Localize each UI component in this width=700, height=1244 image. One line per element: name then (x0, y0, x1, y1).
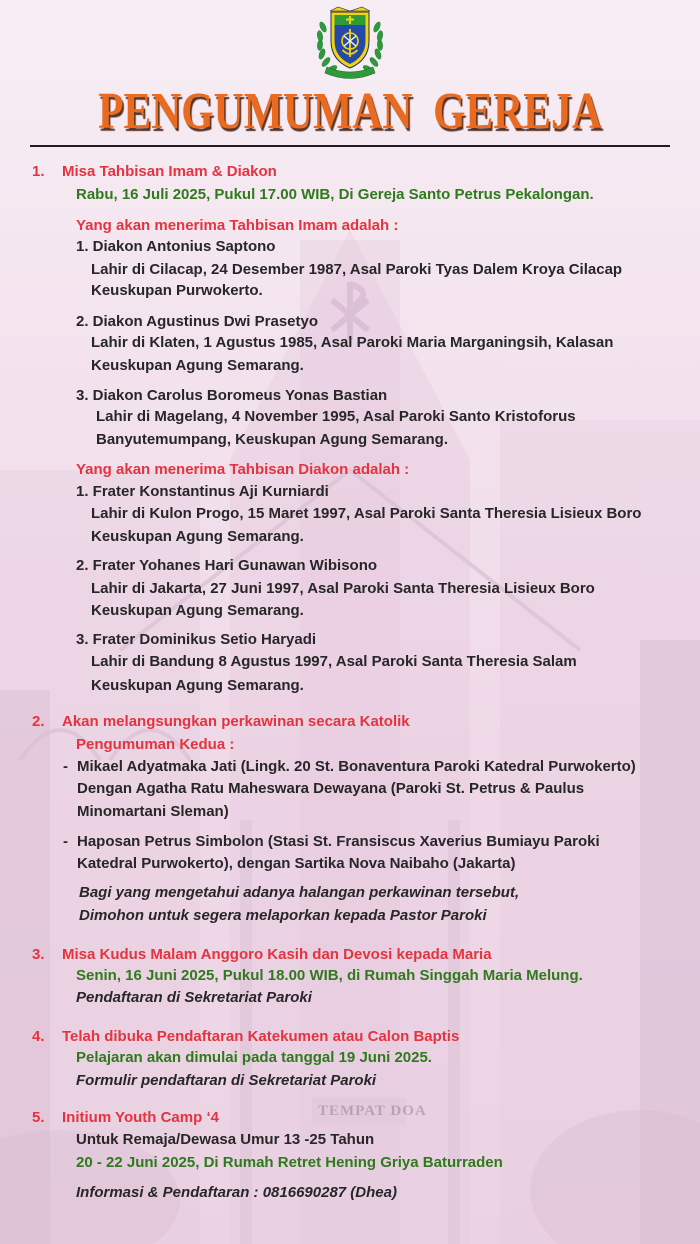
section-number: 1. (32, 163, 45, 180)
impediment-notice: Bagi yang mengetahui adanya halangan perkawinan tersebut, (79, 884, 520, 901)
candidate-detail: Lahir di Bandung 8 Agustus 1997, Asal Paroki Santa Theresia Salam (91, 653, 577, 670)
section-schedule: 20 - 22 Juni 2025, Di Rumah Retret Hening Griya Baturraden (76, 1154, 503, 1171)
couple-line: Katedral Purwokerto), dengan Sartika Nova Naibaho (Jakarta) (77, 855, 516, 872)
candidate-detail: Keuskupan Agung Semarang. (91, 528, 304, 545)
candidate-detail: Keuskupan Agung Semarang. (91, 602, 304, 619)
candidate-name: 1. Diakon Antonius Saptono (76, 238, 276, 255)
section-heading: Initium Youth Camp ‘4 (62, 1109, 219, 1126)
section-number: 3. (32, 946, 45, 963)
candidate-name: 1. Frater Konstantinus Aji Kurniardi (76, 483, 329, 500)
candidate-detail: Lahir di Cilacap, 24 Desember 1987, Asal Paroki Tyas Dalem Kroya Cilacap (91, 261, 623, 278)
candidate-detail: Lahir di Klaten, 1 Agustus 1985, Asal Paroki Maria Marganingsih, Kalasan (91, 334, 614, 351)
section-schedule: Rabu, 16 Juli 2025, Pukul 17.00 WIB, Di Gereja Santo Petrus Pekalongan. (76, 186, 594, 203)
couple-line: Dengan Agatha Ratu Maheswara Dewayana (Paroki St. Petrus & Paulus (77, 780, 585, 797)
candidate-detail: Lahir di Magelang, 4 November 1995, Asal Paroki Santo Kristoforus (96, 408, 576, 425)
couple-line: Mikael Adyatmaka Jati (Lingk. 20 St. Bonaventura Paroki Katedral Purwokerto) (77, 758, 636, 775)
candidate-detail: Keuskupan Agung Semarang. (91, 677, 304, 694)
section-subheading: Pengumuman Kedua : (76, 736, 235, 753)
section-number: 5. (32, 1109, 45, 1126)
section-note: Pendaftaran di Sekretariat Paroki (76, 989, 312, 1006)
section-schedule: Pelajaran akan dimulai pada tanggal 19 Juni 2025. (76, 1049, 432, 1066)
section-heading: Telah dibuka Pendaftaran Katekumen atau Calon Baptis (62, 1028, 460, 1045)
list-bullet: - (63, 758, 68, 775)
candidate-name: 3. Frater Dominikus Setio Haryadi (76, 631, 317, 648)
impediment-notice: Dimohon untuk segera melaporkan kepada Pastor Paroki (79, 907, 487, 924)
candidate-name: 2. Diakon Agustinus Dwi Prasetyo (76, 313, 318, 330)
section-number: 4. (32, 1028, 45, 1045)
couple-line: Minomartani Sleman) (77, 803, 229, 820)
candidate-name: 2. Frater Yohanes Hari Gunawan Wibisono (76, 557, 378, 574)
section-heading: Misa Tahbisan Imam & Diakon (62, 163, 277, 180)
candidate-detail: Lahir di Jakarta, 27 Juni 1997, Asal Paroki Santa Theresia Lisieux Boro (91, 580, 595, 597)
parish-logo (314, 5, 386, 81)
page-title: PENGUMUMAN GEREJA (98, 83, 602, 140)
section-number: 2. (32, 713, 45, 730)
deacon-ordination-label: Yang akan menerima Tahbisan Diakon adalah : (76, 461, 410, 478)
section-heading: Misa Kudus Malam Anggoro Kasih dan Devosi kepada Maria (62, 946, 492, 963)
section-schedule: Senin, 16 Juni 2025, Pukul 18.00 WIB, di Rumah Singgah Maria Melung. (76, 967, 583, 984)
section-note: Informasi & Pendaftaran : 0816690287 (Dhea) (76, 1184, 397, 1201)
candidate-detail: Keuskupan Agung Semarang. (91, 357, 304, 374)
list-bullet: - (63, 833, 68, 850)
priest-ordination-label: Yang akan menerima Tahbisan Imam adalah : (76, 217, 399, 234)
title-divider (30, 145, 670, 147)
candidate-detail: Lahir di Kulon Progo, 15 Maret 1997, Asal Paroki Santa Theresia Lisieux Boro (91, 505, 642, 522)
background-sign: TEMPAT DOA (318, 1103, 427, 1119)
section-audience: Untuk Remaja/Dewasa Umur 13 -25 Tahun (76, 1131, 375, 1148)
section-heading: Akan melangsungkan perkawinan secara Katolik (62, 713, 410, 730)
candidate-name: 3. Diakon Carolus Boromeus Yonas Bastian (76, 387, 388, 404)
candidate-detail: Keuskupan Purwokerto. (91, 282, 263, 299)
section-note: Formulir pendaftaran di Sekretariat Paroki (76, 1072, 377, 1089)
couple-line: Haposan Petrus Simbolon (Stasi St. Fransiscus Xaverius Bumiayu Paroki (77, 833, 600, 850)
candidate-detail: Banyutemumpang, Keuskupan Agung Semarang. (96, 431, 448, 448)
